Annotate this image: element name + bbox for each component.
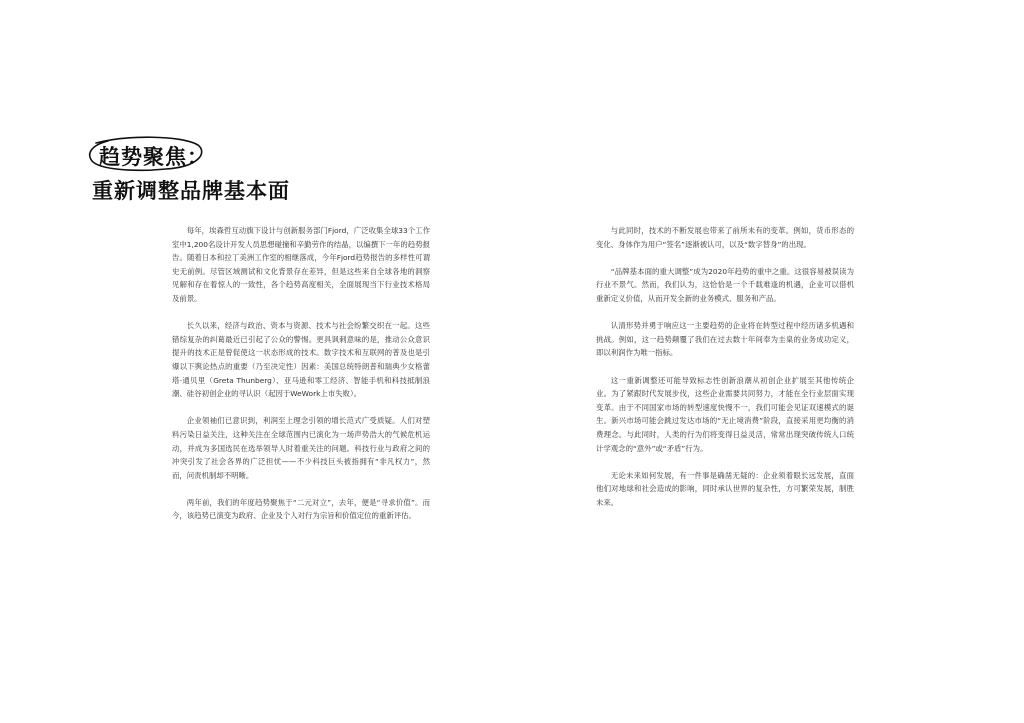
paragraph: 认清形势并勇于响应这一主要趋势的企业将在转型过程中经历诸多机遇和挑战。例如，这一趋势颠覆了我们在过去数十年间奉为圭臬的业务成功定义，即以利润作为唯一指标。 — [596, 321, 854, 358]
paragraph: 每年，埃森哲互动旗下设计与创新服务部门Fjord，广泛收集全球33个工作室中1,200名设计开发人员思想碰撞和辛勤劳作的结晶，以编撰下一年的趋势报告。随着日本和拉丁美洲工作室的相继落成，今年Fjord趋势报告的多样性可谓史无前例。尽管区域测试和文化背景存在差异，但是这些来自全球各地的洞察见解和存在着惊人的一致性，各个趋势高度相关，全面展现当下行业技术格局及前景。 — [172, 226, 430, 303]
page-title: 趋势聚焦： — [99, 145, 209, 169]
left-column — [172, 224, 430, 537]
paragraph: “品牌基本面的重大调整”成为2020年趋势的重中之重。这很容易被误读为行业不景气。然而，我们认为，这恰恰是一个千载难逢的机遇，企业可以借机重新定义价值，从而开发全新的业务模式、服务和产品。 — [596, 266, 854, 303]
hand-drawn-circle-icon — [86, 135, 206, 175]
right-column — [596, 224, 854, 523]
paragraph: 企业领袖们已意识到，利润至上理念引领的增长范式广受质疑。人们对塑料污染日益关注，这种关注在全球范围内已演化为一场声势浩大的气候危机运动，并成为多国选民在选举领导人时着重关注的问题。科技行业与政府之间的冲突引发了社会各界的广泛担忧——不少科技巨头被指拥有“非凡权力”，然而，问责机制却不明晰。 — [172, 416, 430, 480]
paragraph: 与此同时，技术的不断发展也带来了前所未有的变革。例如，货币形态的变化、身体作为用户“签名”逐渐被认可，以及“数字替身”的出现。 — [596, 226, 854, 249]
title-block — [92, 140, 290, 205]
circled-title — [92, 140, 219, 173]
page-subtitle: 重新调整品牌基本面 — [92, 179, 290, 203]
paragraph: 这一重新调整还可能导致标志性创新浪潮从初创企业扩展至其他传统企业。为了紧跟时代发展步伐，这些企业需要共同努力，才能在全行业层面实现变革。由于不同国家市场的转型速度快慢不一，我们可能会见证双速模式的诞生。新兴市场可能会跳过发达市场的“无止境消费”阶段，直接采用更均衡的消费理念。与此同时，人类的行为们将变得日益灵活，常常出现突破传统人口统计学观念的“意外”或“矛盾”行为。 — [596, 375, 854, 453]
paragraph: 两年前，我们的年度趋势聚焦于“二元对立”，去年，便是“寻求价值”。而今，该趋势已演变为政府、企业及个人对行为宗旨和价值定位的重新评估。 — [172, 497, 430, 521]
paragraph: 无论未来如何发展，有一件事是确凿无疑的：企业须着眼长远发展，直面他们对地球和社会造成的影响，同时承认世界的复杂性，方可繁荣发展，制胜未来。 — [596, 470, 854, 507]
paragraph: 长久以来，经济与政治、资本与资源、技术与社会纷繁交织在一起。这些错综复杂的纠葛最近已引起了公众的警惕。更具讽刺意味的是，推动公众意识提升的技术正是曾促使这一状态形成的技术。数字技术和互联网的普及也是引爆以下舆论热点的重要（乃至决定性）因素：美国总统特朗普和瑞典少女格蕾塔·通贝里（Greta Thunberg）、亚马逊和零工经济、智能手机和科技抵制浪潮、硅谷初创企业的寻认识（起因于WeWork上市失败）。 — [172, 321, 430, 399]
